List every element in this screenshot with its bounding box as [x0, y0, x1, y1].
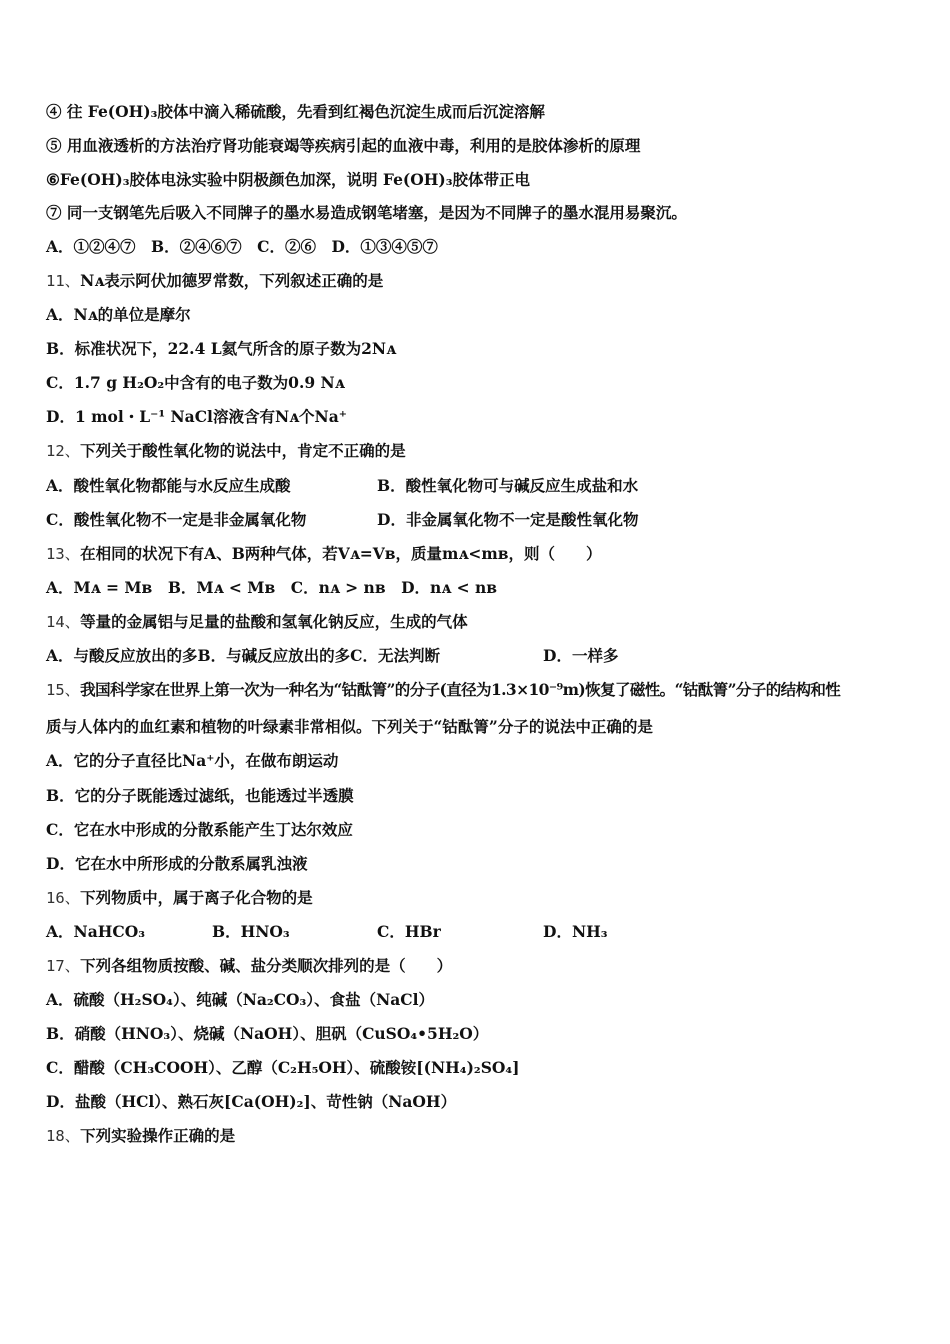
q15-option-b: B．它的分子既能透过滤纸，也能透过半透膜 [46, 786, 354, 805]
q17-option-d: D．盐酸（HCl）、熟石灰[Ca(OH)₂]、苛性钠（NaOH） [46, 1092, 457, 1111]
question-number: 11、 [46, 272, 81, 290]
question-text: 在相同的状况下有A、B两种气体，若Vᴀ=Vʙ，质量mᴀ<mʙ，则（ ） [80, 544, 602, 563]
question-number: 16、 [46, 889, 81, 907]
q15-option-c: C．它在水中形成的分散系能产生丁达尔效应 [46, 820, 353, 839]
q16-option-a: A．NaHCO₃ [46, 922, 146, 941]
q12-option-d: D．非金属氧化物不一定是酸性氧化物 [377, 510, 639, 529]
q14-options [46, 646, 906, 666]
q16-option-b: B．HNO₃ [212, 922, 290, 941]
question-text: 等量的金属铝与足量的盐酸和氢氧化钠反应，生成的气体 [80, 612, 468, 631]
q16-option-c: C．HBr [377, 922, 441, 941]
question-number: 13、 [46, 545, 81, 563]
q13-options: A．Mᴀ = Mʙ B．Mᴀ < Mʙ C．nᴀ > nʙ D．nᴀ < nʙ [46, 578, 498, 597]
q11-option-a: A．Nᴀ的单位是摩尔 [46, 305, 191, 324]
question-15 [46, 680, 840, 700]
q17-option-c: C．醋酸（CH₃COOH）、乙醇（C₂H₅OH）、硫酸铵[(NH₄)₂SO₄] [46, 1058, 520, 1077]
statement-4: ④ 往 Fe(OH)₃胶体中滴入稀硫酸，先看到红褐色沉淀生成而后沉淀溶解 [46, 102, 545, 121]
q17-option-a: A．硫酸（H₂SO₄）、纯碱（Na₂CO₃）、食盐（NaCl） [46, 990, 435, 1009]
statement-7: ⑦ 同一支钢笔先后吸入不同牌子的墨水易造成钢笔堵塞，是因为不同牌子的墨水混用易聚沉。 [46, 203, 687, 222]
question-number: 12、 [46, 442, 81, 460]
question-15-cont: 质与人体内的血红素和植物的叶绿素非常相似。下列关于“钴酞箐”分子的说法中正确的是 [46, 717, 653, 736]
question-17 [46, 956, 452, 976]
q14-option-d: D．一样多 [543, 646, 619, 665]
question-text: 我国科学家在世界上第一次为一种名为“钴酞箐”的分子(直径为1.3×10⁻⁹m)恢复了磁性。“钴酞箐”分子的结构和性 [80, 680, 841, 699]
question-number: 18、 [46, 1127, 81, 1145]
q12-option-a: A．酸性氧化物都能与水反应生成酸 [46, 476, 291, 495]
q11-option-b: B．标准状况下，22.4 L氦气所含的原子数为2Nᴀ [46, 339, 397, 358]
question-text: Nᴀ表示阿伏加德罗常数，下列叙述正确的是 [80, 271, 384, 290]
question-text: 下列实验操作正确的是 [80, 1126, 236, 1145]
q11-option-c: C．1.7 g H₂O₂中含有的电子数为0.9 Nᴀ [46, 373, 345, 392]
question-text: 下列物质中，属于离子化合物的是 [80, 888, 313, 907]
q16-options [46, 922, 906, 942]
question-number: 15、 [46, 681, 81, 699]
question-number: 17、 [46, 957, 81, 975]
question-text: 下列各组物质按酸、碱、盐分类顺次排列的是（ ） [80, 956, 453, 975]
q15-option-a: A．它的分子直径比Na⁺小，在做布朗运动 [46, 751, 339, 770]
q16-option-d: D．NH₃ [543, 922, 608, 941]
q14-option-abc: A．与酸反应放出的多B．与碱反应放出的多C．无法判断 [46, 646, 440, 665]
q12-option-b: B．酸性氧化物可与碱反应生成盐和水 [377, 476, 639, 495]
q15-option-d: D．它在水中所形成的分散系属乳浊液 [46, 854, 308, 873]
statement-6: ⑥Fe(OH)₃胶体电泳实验中阴极颜色加深，说明 Fe(OH)₃胶体带正电 [46, 170, 531, 189]
question-text: 下列关于酸性氧化物的说法中，肯定不正确的是 [80, 441, 406, 460]
q17-option-b: B．硝酸（HNO₃）、烧碱（NaOH）、胆矾（CuSO₄•5H₂O） [46, 1024, 489, 1043]
question-18 [46, 1126, 235, 1146]
q12-option-c: C．酸性氧化物不一定是非金属氧化物 [46, 510, 307, 529]
q11-option-d: D．1 mol・L⁻¹ NaCl溶液含有Nᴀ个Na⁺ [46, 407, 347, 426]
statement-5: ⑤ 用血液透析的方法治疗肾功能衰竭等疾病引起的血液中毒，利用的是胶体渗析的原理 [46, 136, 641, 155]
question-11 [46, 271, 383, 291]
question-14 [46, 612, 468, 632]
question-16 [46, 888, 313, 908]
q12-options-row2 [46, 510, 906, 530]
q12-options-row1 [46, 476, 906, 496]
q10-options: A．①②④⑦ B．②④⑥⑦ C．②⑥ D．①③④⑤⑦ [46, 237, 438, 256]
question-12 [46, 441, 406, 461]
question-number: 14、 [46, 613, 81, 631]
question-13 [46, 544, 602, 564]
